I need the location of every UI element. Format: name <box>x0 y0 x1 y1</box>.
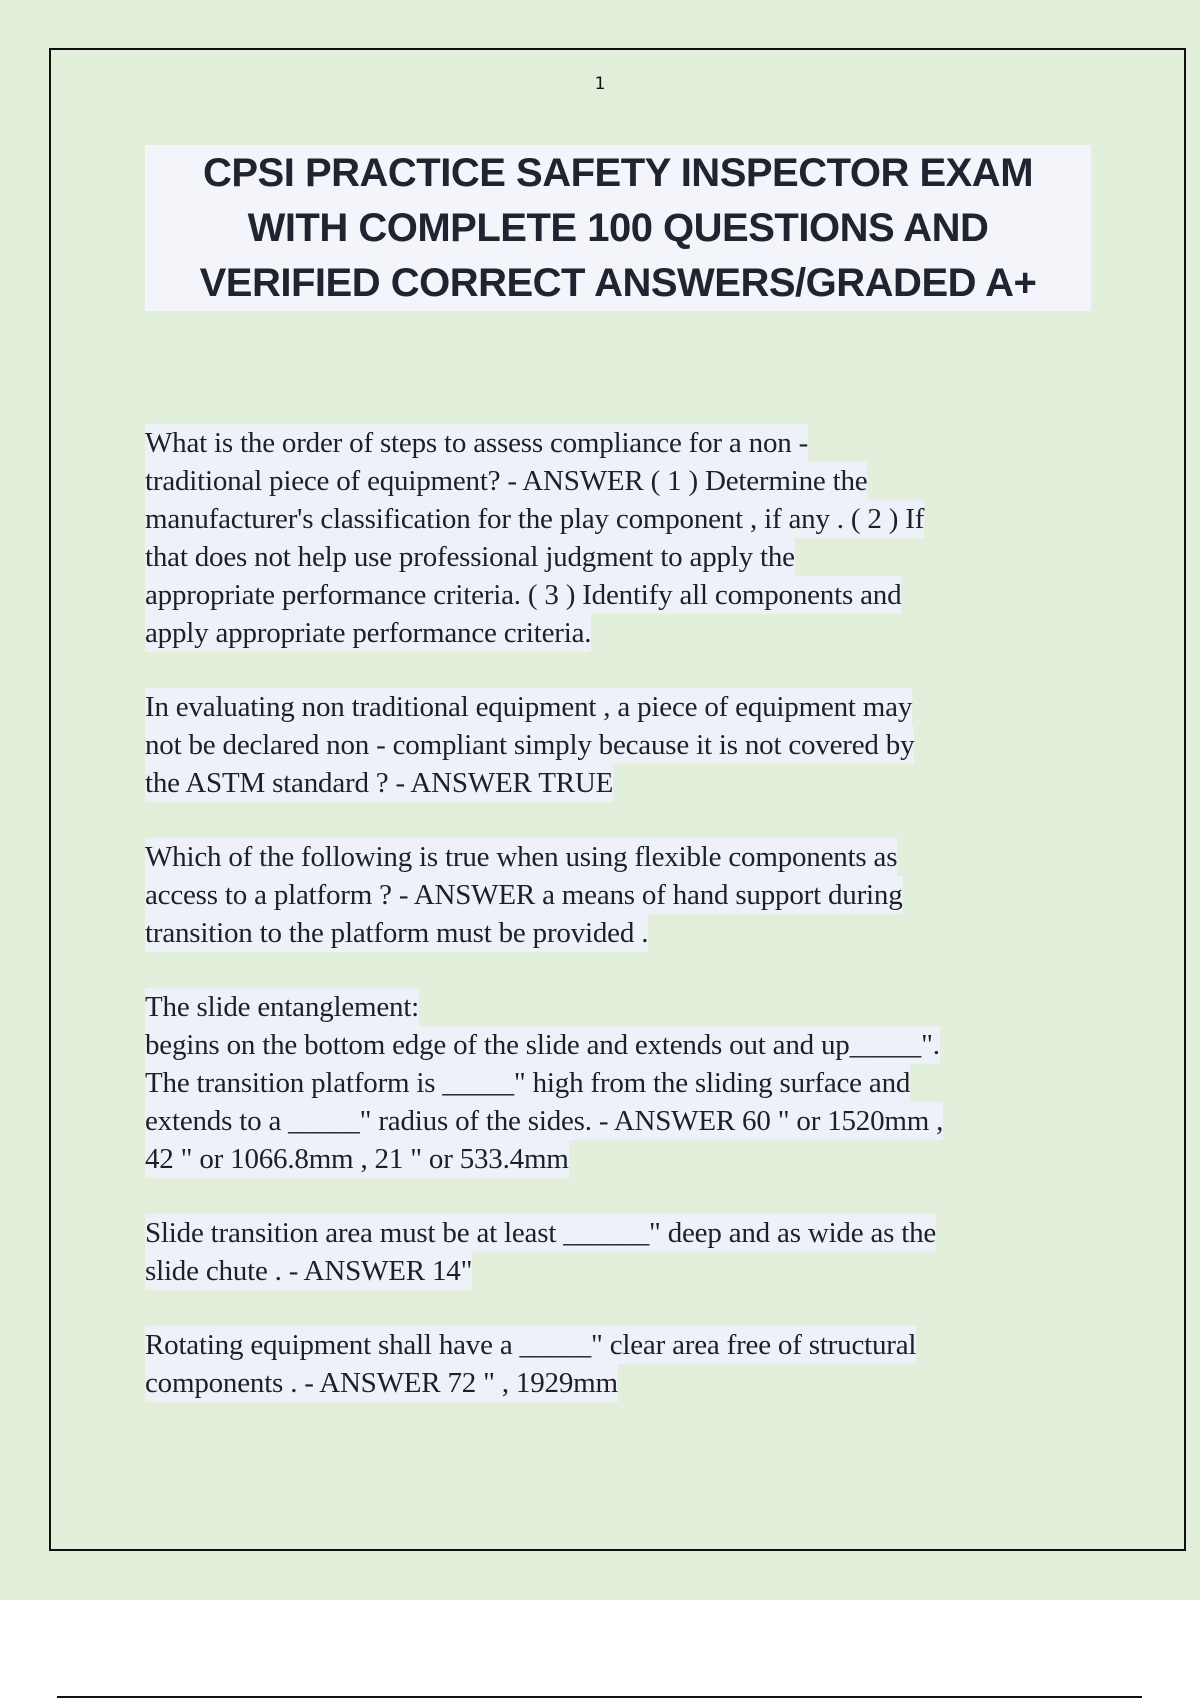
qa-text-line: Slide transition area must be at least ______" deep and as wide as the <box>145 1214 936 1252</box>
qa-item <box>145 424 1095 652</box>
qa-text-line: components . - ANSWER 72 " , 1929mm <box>145 1364 618 1402</box>
qa-item <box>145 1214 1095 1290</box>
qa-text-line: The transition platform is _____" high from the sliding surface and <box>145 1064 910 1102</box>
qa-item <box>145 988 1095 1178</box>
qa-text-line: slide chute . - ANSWER 14" <box>145 1252 472 1290</box>
qa-text-line: 42 " or 1066.8mm , 21 " or 533.4mm <box>145 1140 569 1178</box>
qa-text-line: appropriate performance criteria. ( 3 ) Identify all components and <box>145 576 901 614</box>
qa-item <box>145 838 1095 952</box>
qa-text-line: access to a platform ? - ANSWER a means of hand support during <box>145 876 903 914</box>
qa-text-line: Rotating equipment shall have a _____" clear area free of structural <box>145 1326 916 1364</box>
qa-text-line: transition to the platform must be provided . <box>145 914 648 952</box>
qa-text-line: What is the order of steps to assess compliance for a non - <box>145 424 808 462</box>
title-line: VERIFIED CORRECT ANSWERS/GRADED A+ <box>199 260 1037 305</box>
qa-item <box>145 688 1095 802</box>
question-answer-list <box>145 424 1095 1438</box>
qa-text-line: begins on the bottom edge of the slide and extends out and up_____". <box>145 1026 940 1064</box>
page-number: 1 <box>594 74 606 94</box>
title-line: WITH COMPLETE 100 QUESTIONS AND <box>247 205 989 250</box>
qa-text-line: The slide entanglement: <box>145 988 419 1026</box>
qa-text-line: extends to a _____" radius of the sides. - ANSWER 60 " or 1520mm , <box>145 1102 943 1140</box>
title-line: CPSI PRACTICE SAFETY INSPECTOR EXAM <box>202 150 1034 195</box>
qa-item <box>145 1326 1095 1402</box>
qa-text-line: not be declared non - compliant simply because it is not covered by <box>145 726 914 764</box>
qa-text-line: that does not help use professional judgment to apply the <box>145 538 795 576</box>
qa-text-line: In evaluating non traditional equipment , a piece of equipment may <box>145 688 912 726</box>
document-title <box>145 145 1091 311</box>
qa-text-line: manufacturer's classification for the play component , if any . ( 2 ) If <box>145 500 924 538</box>
qa-text-line: Which of the following is true when using flexible components as <box>145 838 897 876</box>
qa-text-line: traditional piece of equipment? - ANSWER ( 1 ) Determine the <box>145 462 867 500</box>
qa-text-line: the ASTM standard ? - ANSWER TRUE <box>145 764 613 802</box>
footer-divider <box>57 1696 1142 1698</box>
qa-text-line: apply appropriate performance criteria. <box>145 614 591 652</box>
